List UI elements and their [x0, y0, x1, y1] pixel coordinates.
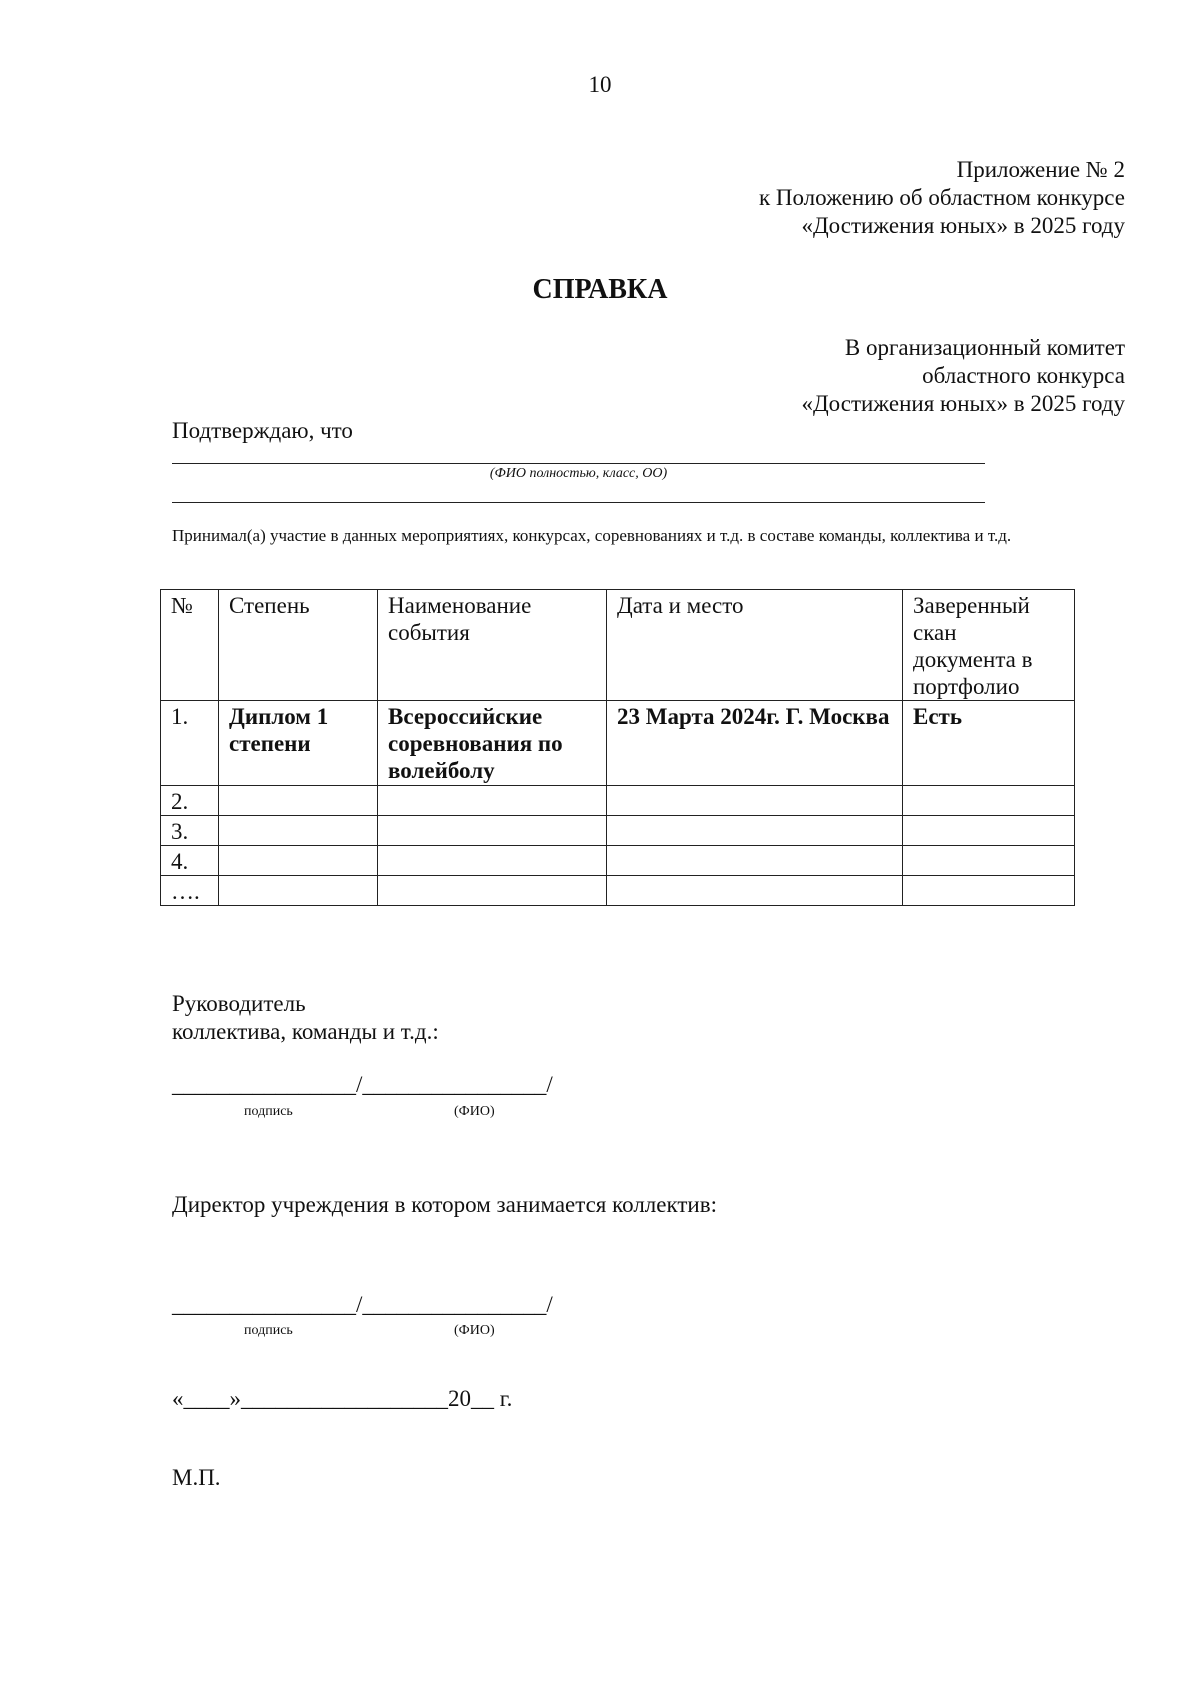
leader-line-1: Руководитель	[172, 991, 306, 1016]
cell-date-place: 23 Марта 2024г. Г. Москва	[607, 701, 903, 786]
header-event: Наименование события	[378, 590, 607, 701]
cell-empty	[378, 786, 607, 816]
participation-text: Принимал(а) участие в данных мероприятиях, конкурсах, соревнованиях и т.д. в составе команды, коллектива и т.д.	[172, 526, 1012, 545]
cell-empty	[378, 816, 607, 846]
cell-empty	[219, 816, 378, 846]
cell-empty	[607, 846, 903, 876]
leader-label	[172, 990, 439, 1046]
cell-empty	[219, 846, 378, 876]
header-date-place: Дата и место	[607, 590, 903, 701]
leader-signature-line: ________________/________________/	[172, 1072, 553, 1097]
page-number: 10	[588, 72, 612, 97]
addressee	[525, 334, 1125, 418]
name-fill-line	[172, 463, 985, 464]
cell-empty	[607, 786, 903, 816]
table-row	[161, 846, 1075, 876]
confirm-text: Подтверждаю, что	[172, 418, 353, 443]
cell-empty	[903, 846, 1075, 876]
table-row	[161, 816, 1075, 846]
cell-event: Всероссийские соревнования по волейболу	[378, 701, 607, 786]
cell-empty	[903, 876, 1075, 906]
header-number: №	[161, 590, 219, 701]
cell-number: ….	[161, 876, 219, 906]
cell-empty	[378, 876, 607, 906]
table-header-row	[161, 590, 1075, 701]
appendix-reference	[525, 156, 1125, 240]
cell-number: 4.	[161, 846, 219, 876]
cell-empty	[903, 786, 1075, 816]
table-row	[161, 701, 1075, 786]
director-label: Директор учреждения в котором занимается коллектив:	[172, 1192, 717, 1217]
appendix-line-2: к Положению об областном конкурсе	[758, 185, 1125, 210]
cell-degree: Диплом 1 степени	[219, 701, 378, 786]
cell-empty	[607, 816, 903, 846]
name-caption: (ФИО полностью, класс, ОО)	[489, 466, 668, 481]
leader-name-label: (ФИО)	[454, 1104, 495, 1119]
addressee-line-3: «Достижения юных» в 2025 году	[801, 391, 1125, 416]
appendix-line-1: Приложение № 2	[956, 157, 1125, 182]
cell-empty	[607, 876, 903, 906]
cell-empty	[903, 816, 1075, 846]
cell-scan: Есть	[903, 701, 1075, 786]
header-scan: Заверенный скан документа в портфолио	[903, 590, 1075, 701]
header-degree: Степень	[219, 590, 378, 701]
leader-line-2: коллектива, команды и т.д.:	[172, 1019, 439, 1044]
cell-number: 1.	[161, 701, 219, 786]
document-title: СПРАВКА	[532, 274, 668, 305]
table-row	[161, 786, 1075, 816]
cell-empty	[219, 876, 378, 906]
events-table	[160, 589, 1075, 906]
leader-sign-label: подпись	[244, 1104, 293, 1119]
addressee-line-1: В организационный комитет	[844, 335, 1125, 360]
director-sign-label: подпись	[244, 1323, 293, 1338]
cell-number: 3.	[161, 816, 219, 846]
director-signature-line: ________________/________________/	[172, 1292, 553, 1317]
addressee-line-2: областного конкурса	[922, 363, 1125, 388]
cell-empty	[219, 786, 378, 816]
director-name-label: (ФИО)	[454, 1323, 495, 1338]
name-fill-line-2	[172, 502, 985, 503]
date-line: «____»__________________20__ г.	[172, 1386, 513, 1411]
cell-empty	[378, 846, 607, 876]
stamp-place: М.П.	[172, 1465, 221, 1490]
cell-number: 2.	[161, 786, 219, 816]
appendix-line-3: «Достижения юных» в 2025 году	[801, 213, 1125, 238]
table-row	[161, 876, 1075, 906]
